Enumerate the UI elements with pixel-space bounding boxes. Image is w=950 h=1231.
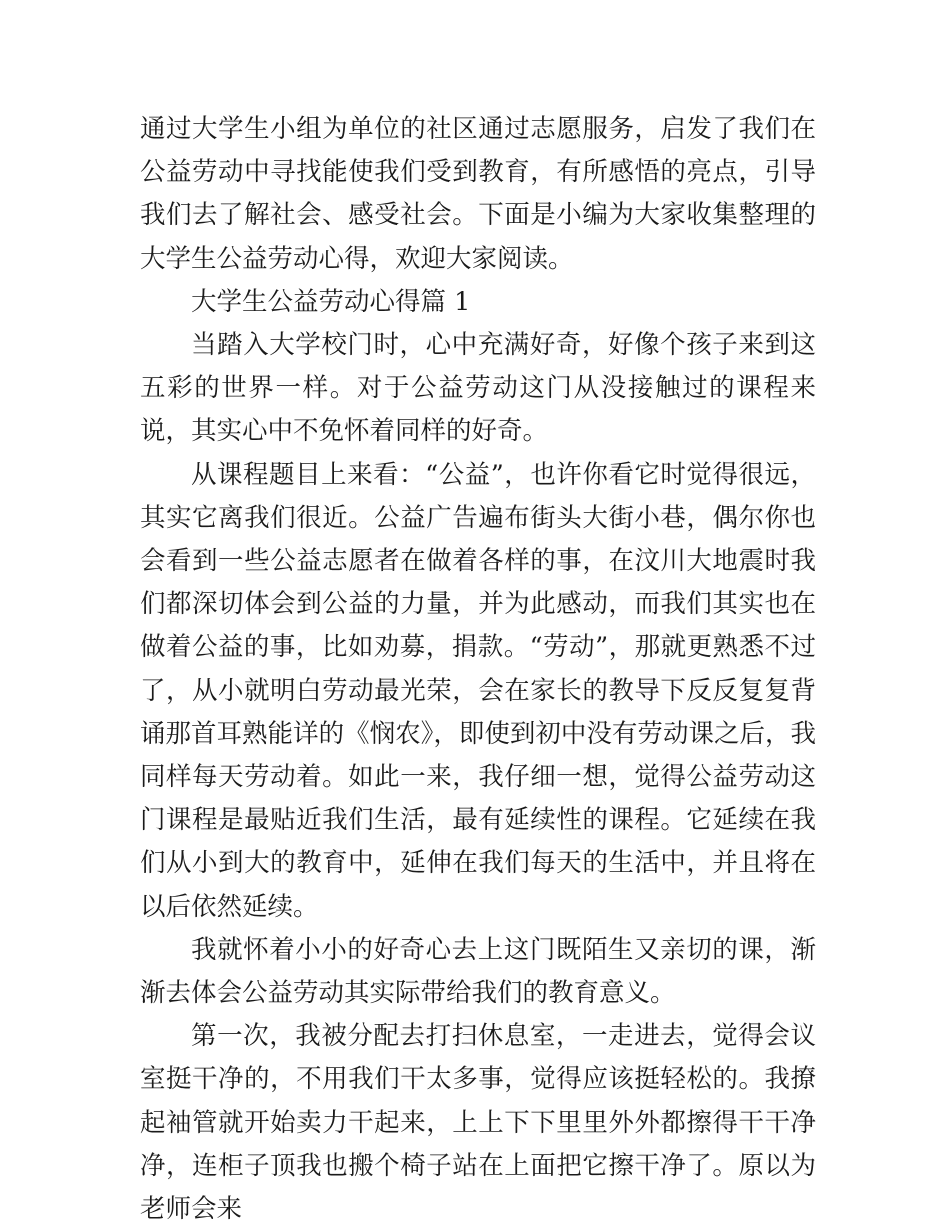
body-paragraph-1: 当踏入大学校门时，心中充满好奇，好像个孩子来到这五彩的世界一样。对于公益劳动这门从没接触过的课程来说，其实心中不免怀着同样的好奇。 [140,330,816,447]
body-paragraph-4: 第一次，我被分配去打扫休息室，一走进去，觉得会议室挺干净的，不用我们干太多事，觉得应该挺轻松的。我撩起袖管就开始卖力干起来，上上下下里里外外都擦得干干净净，连柜子顶我也搬个椅子站在上面把它擦干净了。原以为老师会来 [140,1021,816,1225]
intro-paragraph: 通过大学生小组为单位的社区通过志愿服务，启发了我们在公益劳动中寻找能使我们受到教育，有所感悟的亮点，引导我们去了解社会、感受社会。下面是小编为大家收集整理的大学生公益劳动心得，欢迎大家阅读。 [140,114,816,274]
document-page [140,108,816,1231]
body-paragraph-3: 我就怀着小小的好奇心去上这门既陌生又亲切的课，渐渐去体会公益劳动其实际带给我们的教育意义。 [140,934,816,1009]
section-title: 大学生公益劳动心得篇 1 [191,286,471,317]
body-paragraph-2: 从课程题目上来看：“公益”，也许你看它时觉得很远，其实它离我们很近。公益广告遍布街头大街小巷，偶尔你也会看到一些公益志愿者在做着各样的事，在汶川大地震时我们都深切体会到公益的力量，并为此感动，而我们其实也在做着公益的事，比如劝募，捐款。“劳动”，那就更熟悉不过了，从小就明白劳动最光荣，会在家长的教导下反反复复背诵那首耳熟能详的《悯农》，即使到初中没有劳动课之后，我同样每天劳动着。如此一来，我仔细一想，觉得公益劳动这门课程是最贴近我们生活，最有延续性的课程。它延续在我们从小到大的教育中，延伸在我们每天的生活中，并且将在以后依然延续。 [140,459,816,922]
